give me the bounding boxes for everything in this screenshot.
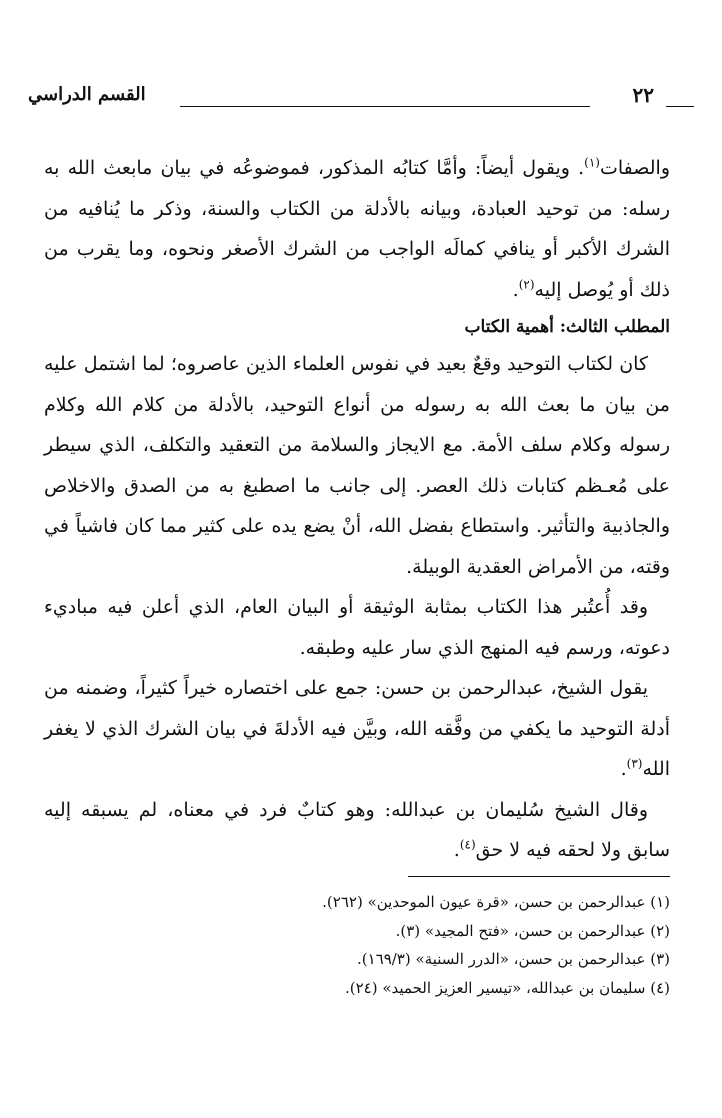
paragraph-1-body: . ويقول أيضاً: وأمَّا كتابُه المذكور، فموضوعُه في بيان مابعث الله به رسله: من توحيد العبادة، وبيانه بالأدلة من الكتاب والسنة، وذكر ما يُنافيه من الشرك الأكبر أو ينافي كمالَه الواجب من الشرك الأصغر ونحوه، وما يقرب من ذلك أو يُوصل إليه — [44, 157, 670, 301]
paragraph-5 — [44, 790, 670, 871]
footnote-3: (٣) عبدالرحمن بن حسن، «الدرر السنية» (١٦٩/٣). — [356, 950, 670, 968]
paragraph-4-end: . — [620, 758, 627, 780]
header-rule-short — [666, 106, 694, 107]
page-number: ٢٢ — [632, 83, 654, 107]
footnote-ref-1: (١) — [584, 155, 600, 170]
paragraph-5-body: وقال الشيخ سُليمان بن عبدالله: وهو كتابٌ فرد في معناه، لم يسبقه إليه سابق ولا لحقه فيه لا حق — [44, 798, 670, 861]
main-text — [44, 148, 670, 871]
footnote-ref-3: (٣) — [626, 756, 643, 771]
running-header — [28, 82, 694, 112]
footnote-separator — [408, 876, 670, 877]
paragraph-3: وقد أُعتُبر هذا الكتاب بمثابة الوثيقة أو البيان العام، الذي أعلن فيه مباديء دعوته، ورسم فيه المنهج الذي سار عليه وطبقه. — [44, 596, 670, 659]
footnotes — [44, 888, 670, 1002]
paragraph-4-body: يقول الشيخ، عبدالرحمن بن حسن: جمع على اختصاره خيراً كثيراً، وضمنه من أدلة التوحيد ما يكفي من وفَّقه الله، وبيَّن فيه الأدلةَ في بيان الشرك الذي لا يغفر الله — [44, 677, 670, 780]
section-heading: المطلب الثالث: أهمية الكتاب — [464, 317, 670, 337]
footnote-1: (١) عبدالرحمن بن حسن، «قرة عيون الموحدين» (٢٦٢). — [322, 893, 670, 911]
footnote-4: (٤) سليمان بن عبدالله، «تيسير العزيز الحميد» (٢٤). — [344, 978, 670, 997]
paragraph-1 — [44, 148, 670, 310]
header-rule — [180, 106, 590, 107]
paragraph-1-end: . — [512, 278, 519, 301]
paragraph-2: كان لكتاب التوحيد وقعٌ بعيد في نفوس العلماء الذين عاصروه؛ لما اشتمل عليه من بيان ما بعث الله به رسوله من أنواع التوحيد، بالأدلة من كلام الله وكلام رسوله وكلام سلف الأمة. مع الايجاز والسلامة من التعقيد والتكلف، الذي سيطر على مُعـظم كتابات ذلك العصر. إلى جانب ما اصطبغ به من الصدق والاخلاص والجاذبية والتأثير. واستطاع بفضل الله، أنْ يضع يده على كثير مما كان فاشياً في وقته، من الأمراض العقدية الوبيلة. — [44, 353, 670, 578]
footnote-ref-4: (٤) — [459, 837, 476, 852]
paragraph-1-start: والصفات — [599, 157, 670, 179]
paragraph-5-end: . — [453, 839, 460, 861]
header-title: القسم الدراسي — [28, 84, 146, 105]
paragraph-4 — [44, 668, 670, 790]
footnote-2: (٢) عبدالرحمن بن حسن، «فتح المجيد» (٣). — [395, 921, 670, 940]
footnote-ref-2: (٢) — [518, 277, 535, 292]
